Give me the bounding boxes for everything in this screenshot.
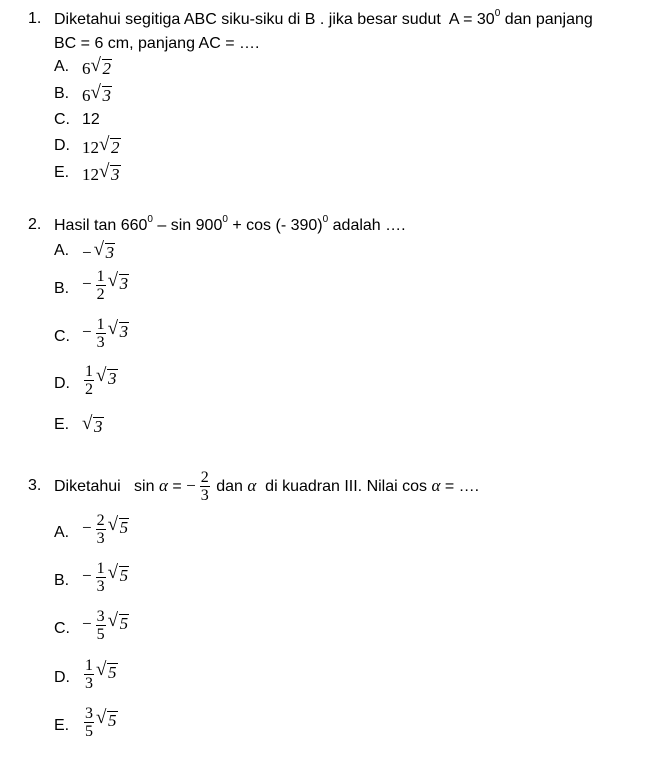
fraction: $\frac{2}{3}$ [200, 469, 209, 505]
sqrt: √ 3 [107, 318, 129, 342]
fraction: $\frac{2}{3}$ [96, 512, 105, 547]
sqrt: √ 2 [90, 55, 111, 78]
fraction: $\frac{1}{2}$ [96, 268, 105, 303]
page: 1. Diketahui segitiga ABC siku-siku di B . jika besar sudut $A = 30^0$ dan panjang BC = 6 cm, panjang AC = …. A. 6 √ 2 B. 6 √ 3 C. 12 D. 12 √ 2 E. 12 √ 3 2. Hasil $\tan 660^0 - \sin 900^0 + \cos$ (- 390)$^0$ adalah …. A. − √ 3 B. − $\frac{1}{2}$ √ 3 C. − $\frac{1}{3}$ √ 3 D. $\frac{1}{2}$ √ 3 E. √ 3 3. Diketahui sin α = − $\frac{2}{3}$ dan α di kuadran III. Nilai cos α = …. A. − $\frac{2}{3}$ √ 5 B. − $\frac{1}{3}$ √ 5 C. − $\frac{3}{5}$ √ 5 D. $\frac{1}{3}$ √ 5 E. $\frac{3}{5}$ √ 5 [28, 7, 593, 740]
sqrt: √ 3 [82, 413, 103, 436]
question-number: 2. [28, 216, 42, 233]
question-text: Diketahui segitiga ABC siku-siku di B . jika besar sudut $A = 30^0$ dan panjang [54, 7, 593, 28]
fraction: $\frac{3}{5}$ [85, 705, 93, 740]
sqrt: √ 2 [99, 134, 120, 157]
sqrt: √ 5 [96, 659, 117, 683]
sqrt: √ 3 [93, 239, 115, 262]
fraction: $\frac{1}{3}$ [96, 316, 105, 351]
sqrt: √ 5 [107, 514, 129, 538]
question-text: Hasil $\tan 660^0 - \sin 900^0 + \cos$ (- 390)$^0$ adalah …. [54, 213, 406, 234]
question-number: 1. [28, 10, 42, 27]
sqrt: √ 5 [107, 610, 129, 634]
fraction: $\frac{3}{5}$ [96, 608, 105, 643]
sqrt: √ 3 [90, 82, 111, 105]
sqrt: √ 3 [99, 161, 120, 184]
sqrt: √ 5 [107, 562, 129, 586]
question-text-line2: BC = 6 cm, panjang AC = …. [54, 35, 260, 52]
fraction: $\frac{1}{3}$ [85, 657, 93, 692]
sqrt: √ 3 [96, 365, 117, 389]
question-text: Diketahui sin α = − $\frac{2}{3}$ dan α di kuadran III. Nilai cos α = …. [54, 469, 480, 505]
sqrt: √ 5 [96, 707, 117, 731]
sqrt: √ 3 [107, 270, 129, 294]
question-number: 3. [28, 477, 42, 494]
fraction: $\frac{1}{2}$ [85, 363, 93, 398]
fraction: $\frac{1}{3}$ [96, 560, 105, 595]
